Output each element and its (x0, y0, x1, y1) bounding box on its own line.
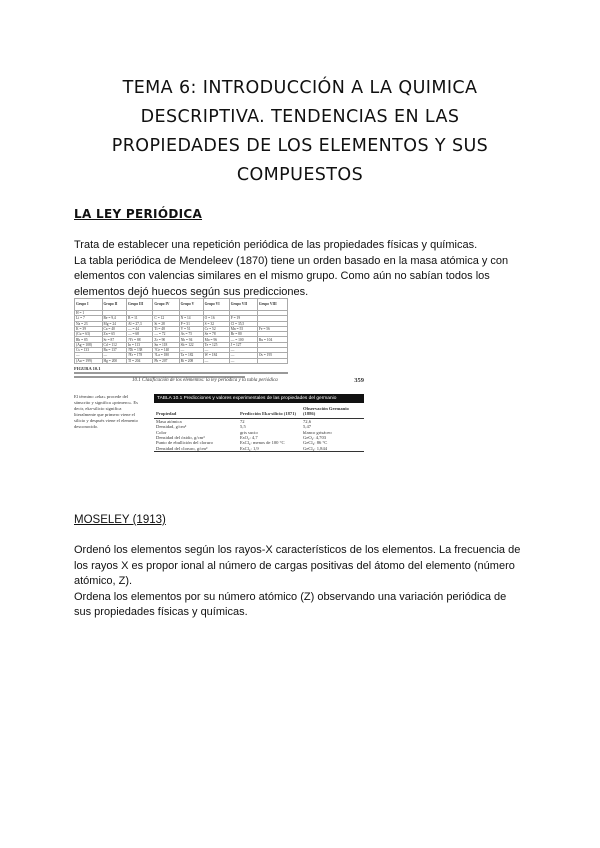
section-heading-moseley: MOSELEY (1913) (74, 514, 166, 526)
table-cell: V = 51 (179, 326, 203, 331)
table-cell: S = 32 (203, 321, 229, 326)
mendeleev-table (74, 298, 288, 364)
table-header-cell: Grupo VIII (257, 299, 287, 311)
table-cell: O = 16 (203, 316, 229, 321)
paragraph-ley-periodica (74, 238, 534, 300)
table-cell: Bi = 208 (179, 358, 203, 363)
table-cell: Cr = 52 (203, 326, 229, 331)
section-heading-ley-periodica: LA LEY PERIÓDICA (74, 207, 203, 221)
table-cell: 72,6 (303, 418, 312, 424)
text-line: Ordenó los elementos según los rayos-X característicos de los elementos. La frecuencia de (74, 544, 521, 556)
table-row (75, 358, 288, 363)
table-cell: Zr = 90 (153, 337, 179, 342)
table-cell: Hg = 200 (102, 358, 126, 363)
table-cell: P = 31 (179, 321, 203, 326)
table-cell: Cd = 112 (102, 342, 126, 347)
page-caption-text: 10.1 Clasificación de los elementos: la ley periódica y la tabla periódica (132, 378, 278, 383)
table-header-cell: Grupo IV (153, 299, 179, 311)
table-cell: (Au = 199) (75, 358, 103, 363)
table-cell: GeCl₄: 1,844 (301, 446, 364, 452)
table-cell: — (102, 353, 126, 358)
table-title: TABLA 10.1 Predicciones y valores experimentales de las propiedades del germanio (154, 394, 364, 403)
table-cell: W = 184 (203, 353, 229, 358)
table-cell: Sb = 122 (179, 342, 203, 347)
table-cell: J = 127 (229, 342, 257, 347)
table-cell: (Ag = 108) (75, 342, 103, 347)
table-cell: ?Yt = 88 (126, 337, 152, 342)
germanium-table (154, 406, 364, 452)
title-line: TEMA 6: INTRODUCCIÓN A LA QUIMICA (122, 78, 478, 98)
germanium-table-figure (74, 378, 364, 490)
table-header-cell: Grupo I (75, 299, 103, 311)
table-cell: Ti = 48 (153, 326, 179, 331)
table-cell: N = 14 (179, 316, 203, 321)
caption-line (74, 372, 288, 374)
table-cell: Te = 125 (203, 342, 229, 347)
table-cell: Li = 7 (75, 316, 103, 321)
table-cell: Na = 23 (75, 321, 103, 326)
table-cell: GeCl₄: 86 °C (303, 440, 328, 446)
text-line: La tabla periódica de Mendeleev (1870) tiene un orden basado en la masa atómica y con (74, 254, 509, 267)
table-cell: Al = 27,3 (126, 321, 152, 326)
table-cell: ?Ce = 140 (153, 348, 179, 353)
table-cell: Ca = 40 (102, 326, 126, 331)
table-cell: Mn = 55 (229, 326, 257, 331)
table-cell: Be = 9,4 (102, 316, 126, 321)
table-cell: Zn = 65 (102, 332, 126, 337)
table-cell: 5,47 (303, 424, 312, 430)
table-cell: Os = 195 (257, 353, 287, 358)
table-header-row (75, 299, 288, 311)
title-line: COMPUESTOS (236, 165, 364, 185)
table-cell: (Cu = 63) (75, 332, 103, 337)
table-cell: — (229, 348, 257, 353)
text-line: elementos con valencias similares en el mismo grupo. Como aún no sabían todos los (74, 270, 490, 283)
table-cell: 5,5 (240, 424, 246, 430)
table-cell: F = 19 (229, 316, 257, 321)
figure-label: FIGURA 10.1 (74, 365, 101, 371)
table-cell: — = 100 (229, 337, 257, 342)
table-cell: GeO₂: 4,703 (303, 435, 327, 441)
text-line: los rayos X es propor ional al número de cargas positivas del átomo del elemento (número (74, 559, 515, 572)
text-line: sus propiedades físicas y químicas. (74, 606, 248, 619)
table-cell: ?Er = 178 (126, 353, 152, 358)
table-cell: Ru = 104 (257, 337, 287, 342)
table-cell: — (229, 358, 257, 363)
text-line: Ordena los elementos por su número atómico (Z) observando una variación periódica de (74, 590, 507, 603)
table-cell: C = 12 (153, 316, 179, 321)
column-header: Observación Germanio (1886) (301, 406, 364, 418)
text-line: elementos dejó huecos según sus predicciones. (74, 285, 309, 298)
table-cell: Si = 28 (153, 321, 179, 326)
table-cell: — = 72 (153, 332, 179, 337)
table-cell: Densidad del cloruro, g/cm³ (154, 446, 238, 452)
table-cell: — (229, 353, 257, 358)
table-cell: — (75, 353, 103, 358)
table-header-cell: Grupo III (126, 299, 152, 311)
table-cell: Ba = 137 (102, 348, 126, 353)
page-title (60, 74, 540, 190)
table-cell (257, 358, 287, 363)
table-cell: Tl = 204 (126, 358, 152, 363)
text-line: atómico, Z). (74, 575, 133, 588)
table-cell: Fe = 56 (257, 326, 287, 331)
table-header-cell: Grupo VI (203, 299, 229, 311)
table-cell: — = 68 (126, 332, 152, 337)
table-cell: Sr = 87 (102, 337, 126, 342)
table-cell: Cs = 133 (75, 348, 103, 353)
table-cell: Nb = 94 (179, 337, 203, 342)
table-cell: Color (156, 429, 167, 435)
table-cell: B = 11 (126, 316, 152, 321)
table-cell: EsCl₄: menos de 100 °C (240, 440, 285, 446)
table-header-cell: Grupo II (102, 299, 126, 311)
table-cell: — (179, 348, 203, 353)
table-cell: Br = 80 (229, 332, 257, 337)
table-cell: Pb = 207 (153, 358, 179, 363)
table-header-cell: Grupo VII (229, 299, 257, 311)
title-line: PROPIEDADES DE LOS ELEMENTOS Y SUS (111, 136, 489, 156)
table-cell: Cl = 35,5 (229, 321, 257, 326)
table-cell: Ta = 182 (179, 353, 203, 358)
table-cell: ?Di = 138 (126, 348, 152, 353)
table-cell: — (203, 348, 229, 353)
title-line: DESCRIPTIVA. TENDENCIAS EN LAS (140, 107, 460, 127)
mendeleev-table-figure (74, 298, 288, 376)
table-cell: As = 75 (179, 332, 203, 337)
table-cell: Densidad, g/cm³ (156, 424, 187, 430)
table-cell: — = 44 (126, 326, 152, 331)
margin-note: El término «eka» procede del sánscrito y significa «primero». Es decir, eka-silicio significa literalmente que primero viene el silicio y después viene el elemento desconocido. (74, 394, 138, 429)
table-cell: K = 39 (75, 326, 103, 331)
page-caption (132, 378, 364, 383)
table-cell: Masa atómica (156, 418, 182, 424)
page-number: 359 (354, 377, 364, 384)
table-cell: 72 (240, 418, 245, 424)
table-header-cell: Grupo V (179, 299, 203, 311)
table-cell: EsO₂: 4,7 (240, 435, 258, 441)
table-cell: blanco grisáceo (303, 429, 332, 435)
table-cell: Sn = 118 (153, 342, 179, 347)
table-cell: EsCl₄: 1,9 (238, 446, 301, 452)
table-cell: ?La = 180 (153, 353, 179, 358)
table-cell: In = 113 (126, 342, 152, 347)
table-cell: Punto de ebullición del cloruro (156, 440, 213, 446)
paragraph-moseley (74, 543, 534, 621)
table-cell: Mg = 24 (102, 321, 126, 326)
table-cell: Densidad del óxido, g/cm³ (156, 435, 205, 441)
table-cell: H = 1 (75, 311, 103, 316)
table-row (154, 446, 364, 452)
table-cell: gris sucio (240, 429, 258, 435)
table-cell: Se = 78 (203, 332, 229, 337)
table-cell: Rb = 85 (75, 337, 103, 342)
table-cell: — (203, 358, 229, 363)
column-header: Predicción Eka-silicio (1871) (238, 406, 301, 418)
text-line: Trata de establecer una repetición periódica de las propiedades físicas y químicas. (74, 239, 478, 251)
column-header: Propiedad (154, 406, 238, 418)
table-cell: Mo = 96 (203, 337, 229, 342)
